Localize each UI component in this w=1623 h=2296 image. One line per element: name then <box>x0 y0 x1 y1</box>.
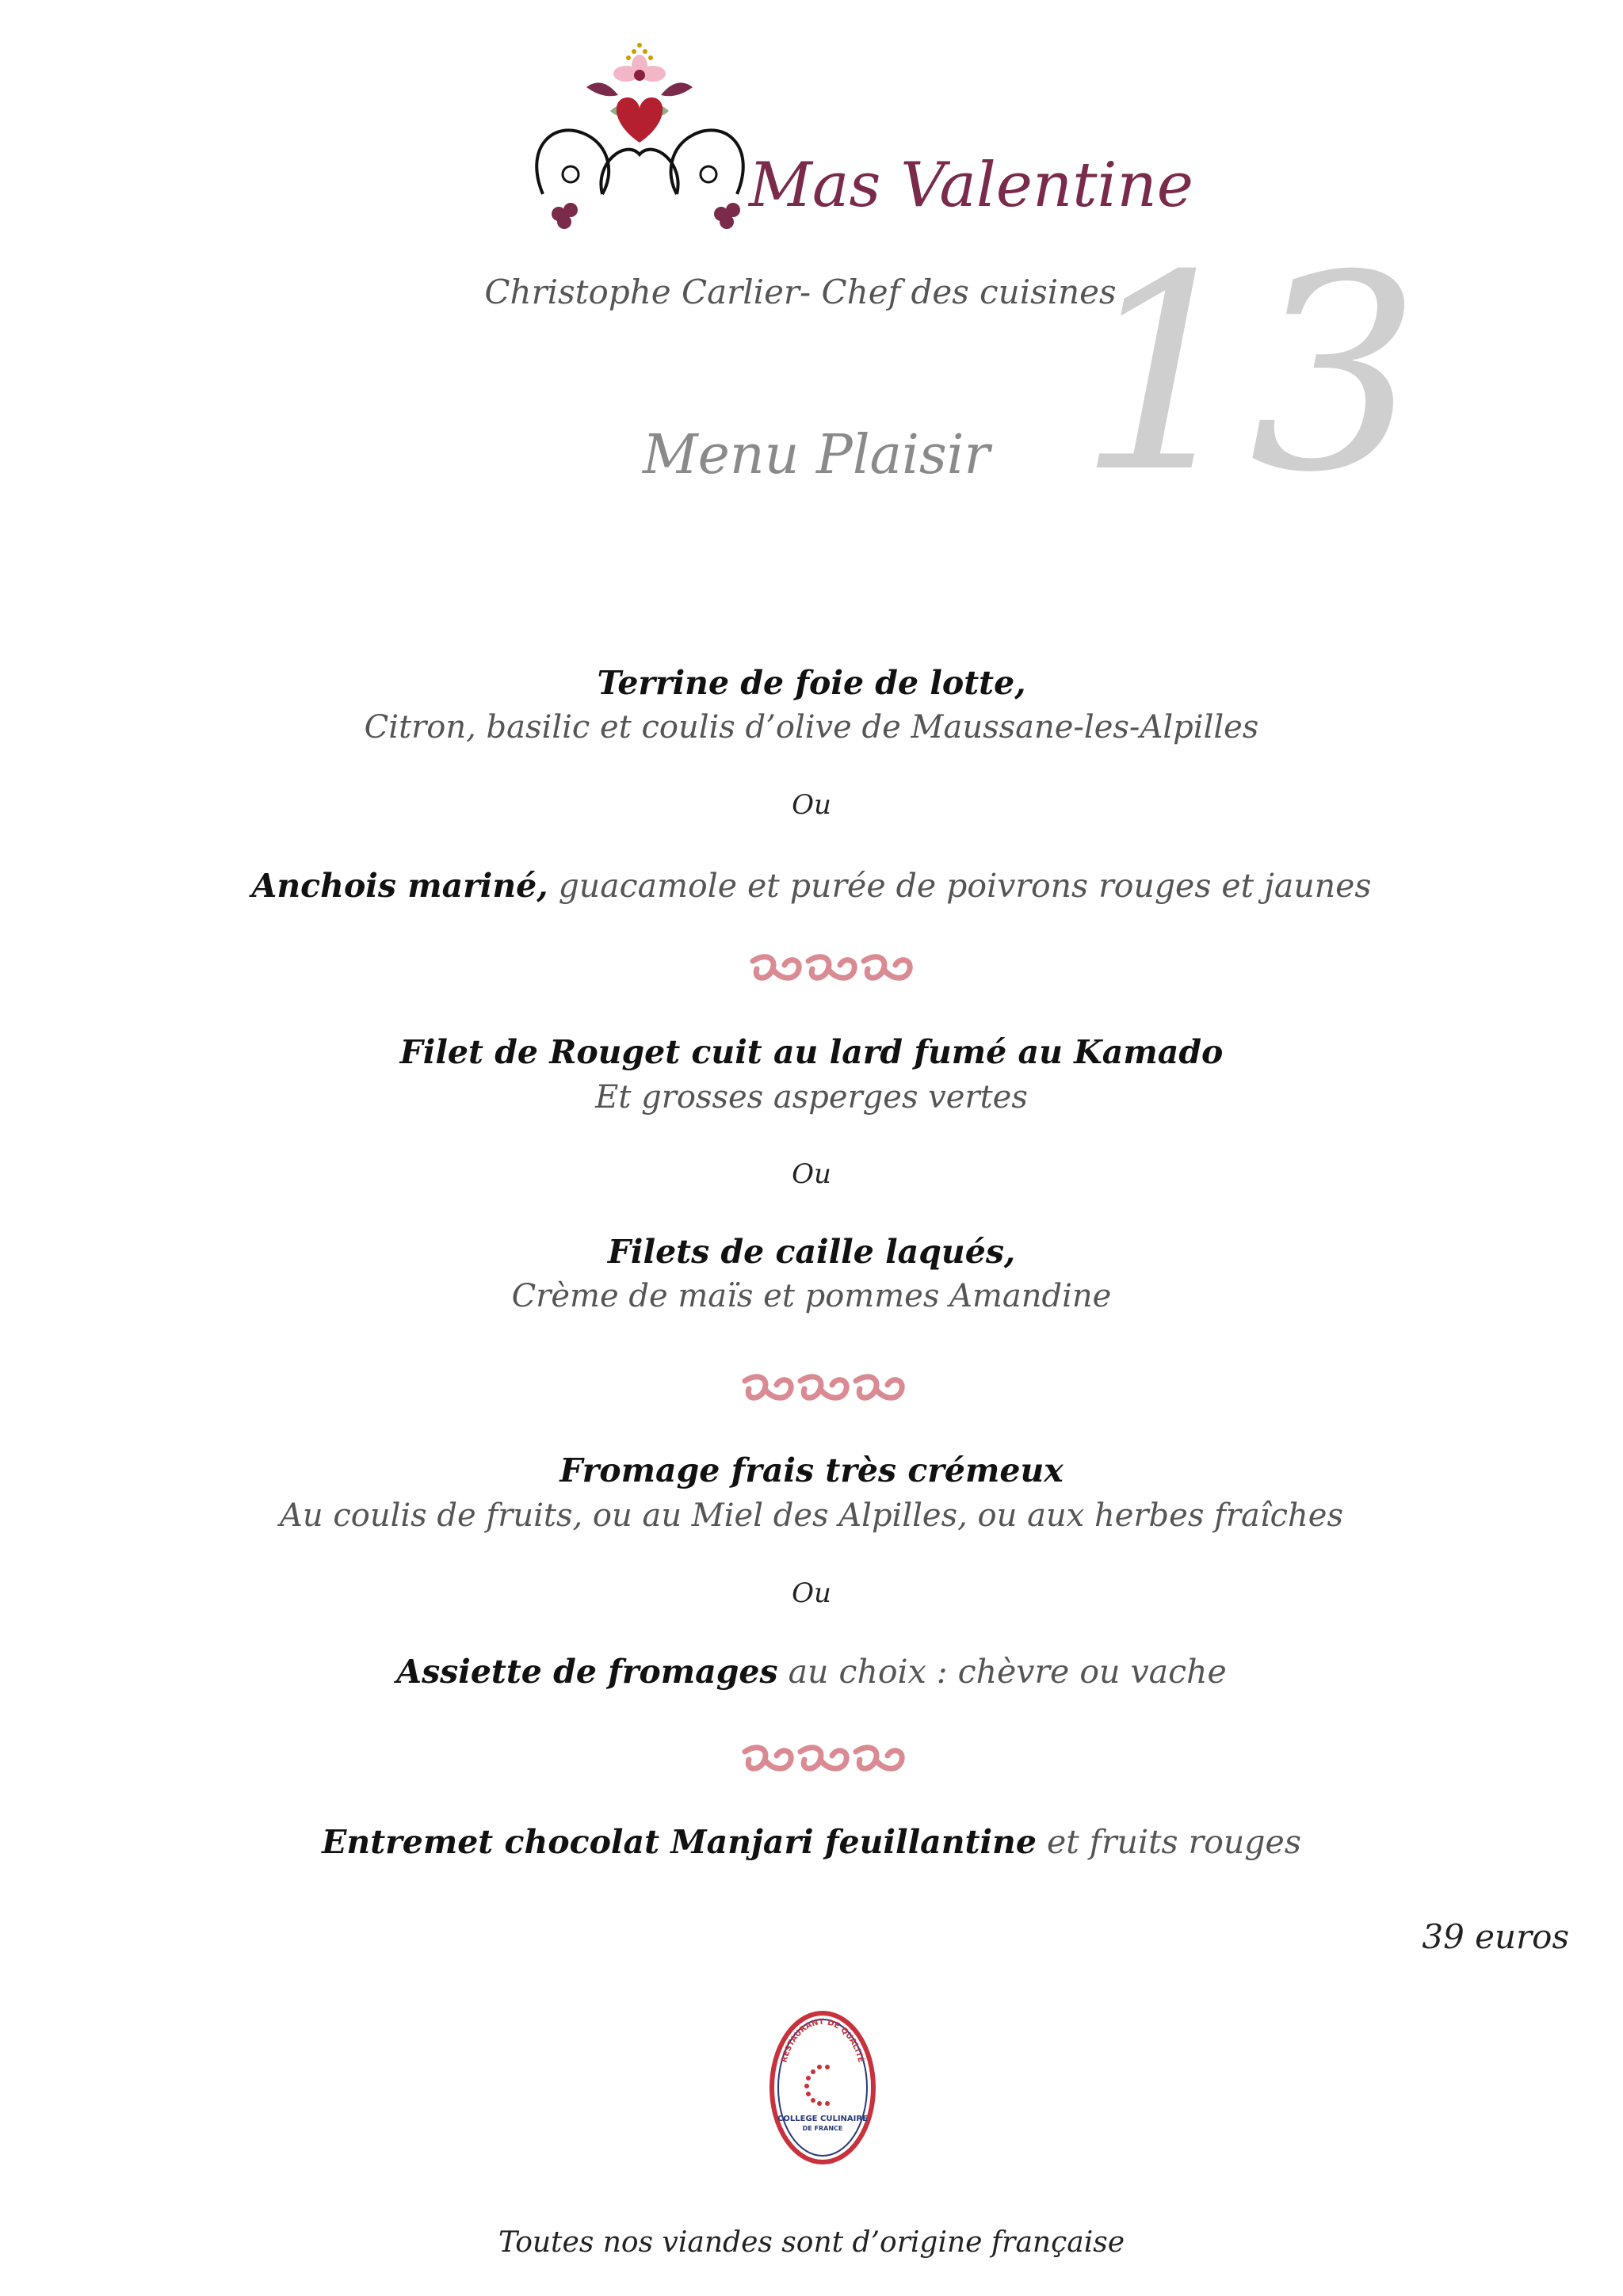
menu-number-text: 13 <box>1078 218 1421 532</box>
ornament-divider <box>737 1740 927 1779</box>
dish-title: Terrine de foie de lotte, <box>597 664 1026 702</box>
logo-text: Mas Valentine <box>749 150 1193 221</box>
or-separator: Ou <box>792 1158 831 1190</box>
dish-description: Au coulis de fruits, ou au Miel des Alpilles, ou aux herbes fraîches <box>279 1497 1343 1534</box>
dish-line: Entremet chocolat Manjari feuillantine et fruits rouges <box>322 1823 1301 1861</box>
dish-title: Filets de caille laqués, <box>607 1233 1016 1271</box>
badge-line2: DE FRANCE <box>802 2125 843 2132</box>
ornament-divider <box>737 1369 927 1409</box>
ornament-divider <box>745 949 935 989</box>
mas-valentine-logo <box>523 36 1193 250</box>
dish-description: Crème de maïs et pommes Amandine <box>511 1278 1112 1314</box>
badge-top-text: RESTAURANT DE QUALITÉ <box>780 2017 865 2064</box>
dish-title: Fromage frais très crémeux <box>559 1451 1064 1489</box>
dish-description: Citron, basilic et coulis d’olive de Maussane-les-Alpilles <box>364 709 1259 746</box>
dish-description: Et grosses asperges vertes <box>595 1079 1028 1116</box>
or-separator: Ou <box>792 1577 831 1609</box>
chef-name: Christophe Carlier- Chef des cuisines <box>484 273 1117 311</box>
menu-title: Menu Plaisir <box>642 424 990 486</box>
badge-line1: COLLEGE CULINAIRE <box>777 2115 868 2123</box>
footer-note: Toutes nos viandes sont d’origine française <box>498 2226 1125 2259</box>
dish-line: Assiette de fromages au choix : chèvre ou vache <box>396 1653 1227 1691</box>
menu-number-watermark <box>1062 198 1537 532</box>
dish-line: Anchois mariné, guacamole et purée de poivrons rouges et jaunes <box>251 867 1372 905</box>
menu-price: 39 euros <box>1422 1917 1569 1956</box>
dish-title: Filet de Rouget cuit au lard fumé au Kamado <box>399 1033 1224 1071</box>
or-separator: Ou <box>792 789 831 821</box>
college-culinaire-badge <box>767 2008 878 2167</box>
